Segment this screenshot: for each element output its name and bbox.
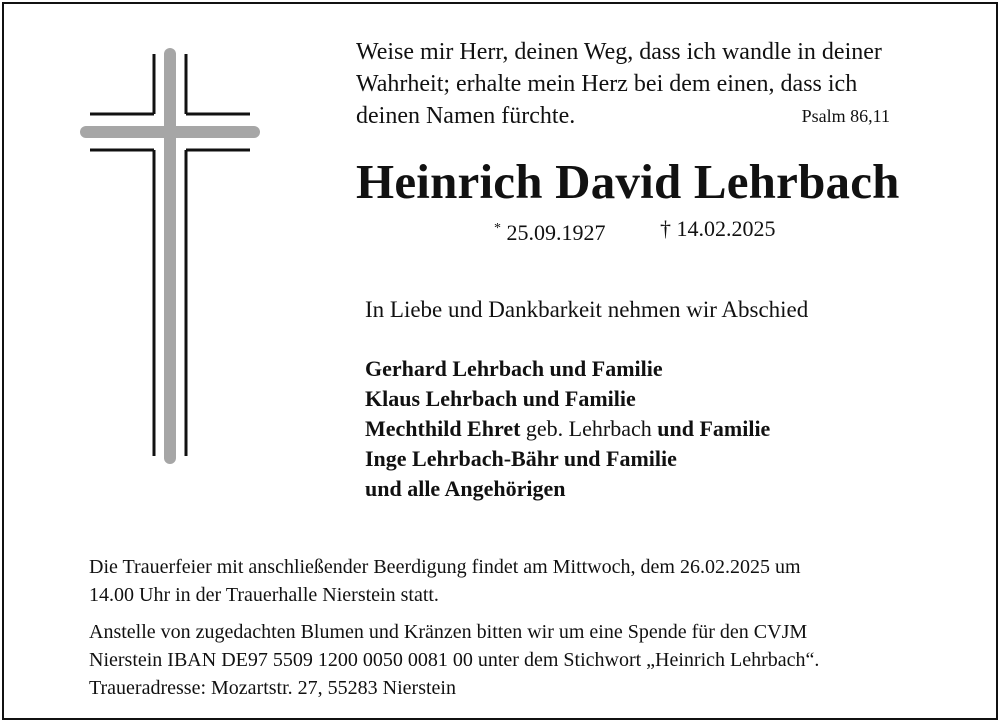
birth-date-group xyxy=(494,214,606,248)
donation-info xyxy=(89,618,949,674)
funeral-line: 14.00 Uhr in der Trauerhalle Nierstein statt. xyxy=(89,584,439,606)
funeral-info xyxy=(89,553,949,609)
mourner-line: und alle Angehörigen xyxy=(365,476,566,501)
mourner-suffix: und Familie xyxy=(657,416,771,441)
verse-reference: Psalm 86,11 xyxy=(801,106,890,126)
mourner-line xyxy=(365,414,770,444)
mourner-line: Inge Lehrbach-Bähr und Familie xyxy=(365,446,677,471)
death-symbol: † xyxy=(660,216,671,241)
farewell-text: In Liebe und Dankbarkeit nehmen wir Abschied xyxy=(365,297,809,322)
mourner-name: Mechthild Ehret xyxy=(365,416,521,441)
death-date-group xyxy=(660,214,776,244)
verse-line: Weise mir Herr, deinen Weg, dass ich wandle in deiner xyxy=(356,39,882,65)
mourning-address: Traueradresse: Mozartstr. 27, 55283 Nierstein xyxy=(89,677,456,699)
psalm-verse xyxy=(356,36,916,132)
mourner-line: Gerhard Lehrbach und Familie xyxy=(365,356,663,381)
verse-line: Wahrheit; erhalte mein Herz bei dem einen, dass ich xyxy=(356,71,858,97)
mourner-line: Klaus Lehrbach und Familie xyxy=(365,386,636,411)
birth-date: 25.09.1927 xyxy=(506,220,606,245)
cross-icon xyxy=(80,48,260,464)
donation-line: Nierstein IBAN DE97 5509 1200 0050 0081 00 unter dem Stichwort „Heinrich Lehrbach“. xyxy=(89,649,820,671)
birth-symbol: * xyxy=(494,221,501,236)
mourner-nee: geb. Lehrbach xyxy=(525,416,652,441)
death-date: 14.02.2025 xyxy=(676,216,776,241)
mourners-list xyxy=(365,354,770,504)
deceased-name: Heinrich David Lehrbach xyxy=(356,154,900,209)
donation-line: Anstelle von zugedachten Blumen und Kränzen bitten wir um eine Spende für den CVJM xyxy=(89,621,808,643)
verse-line: deinen Namen fürchte. xyxy=(356,103,576,129)
funeral-line: Die Trauerfeier mit anschließender Beerdigung findet am Mittwoch, dem 26.02.2025 um xyxy=(89,556,801,578)
